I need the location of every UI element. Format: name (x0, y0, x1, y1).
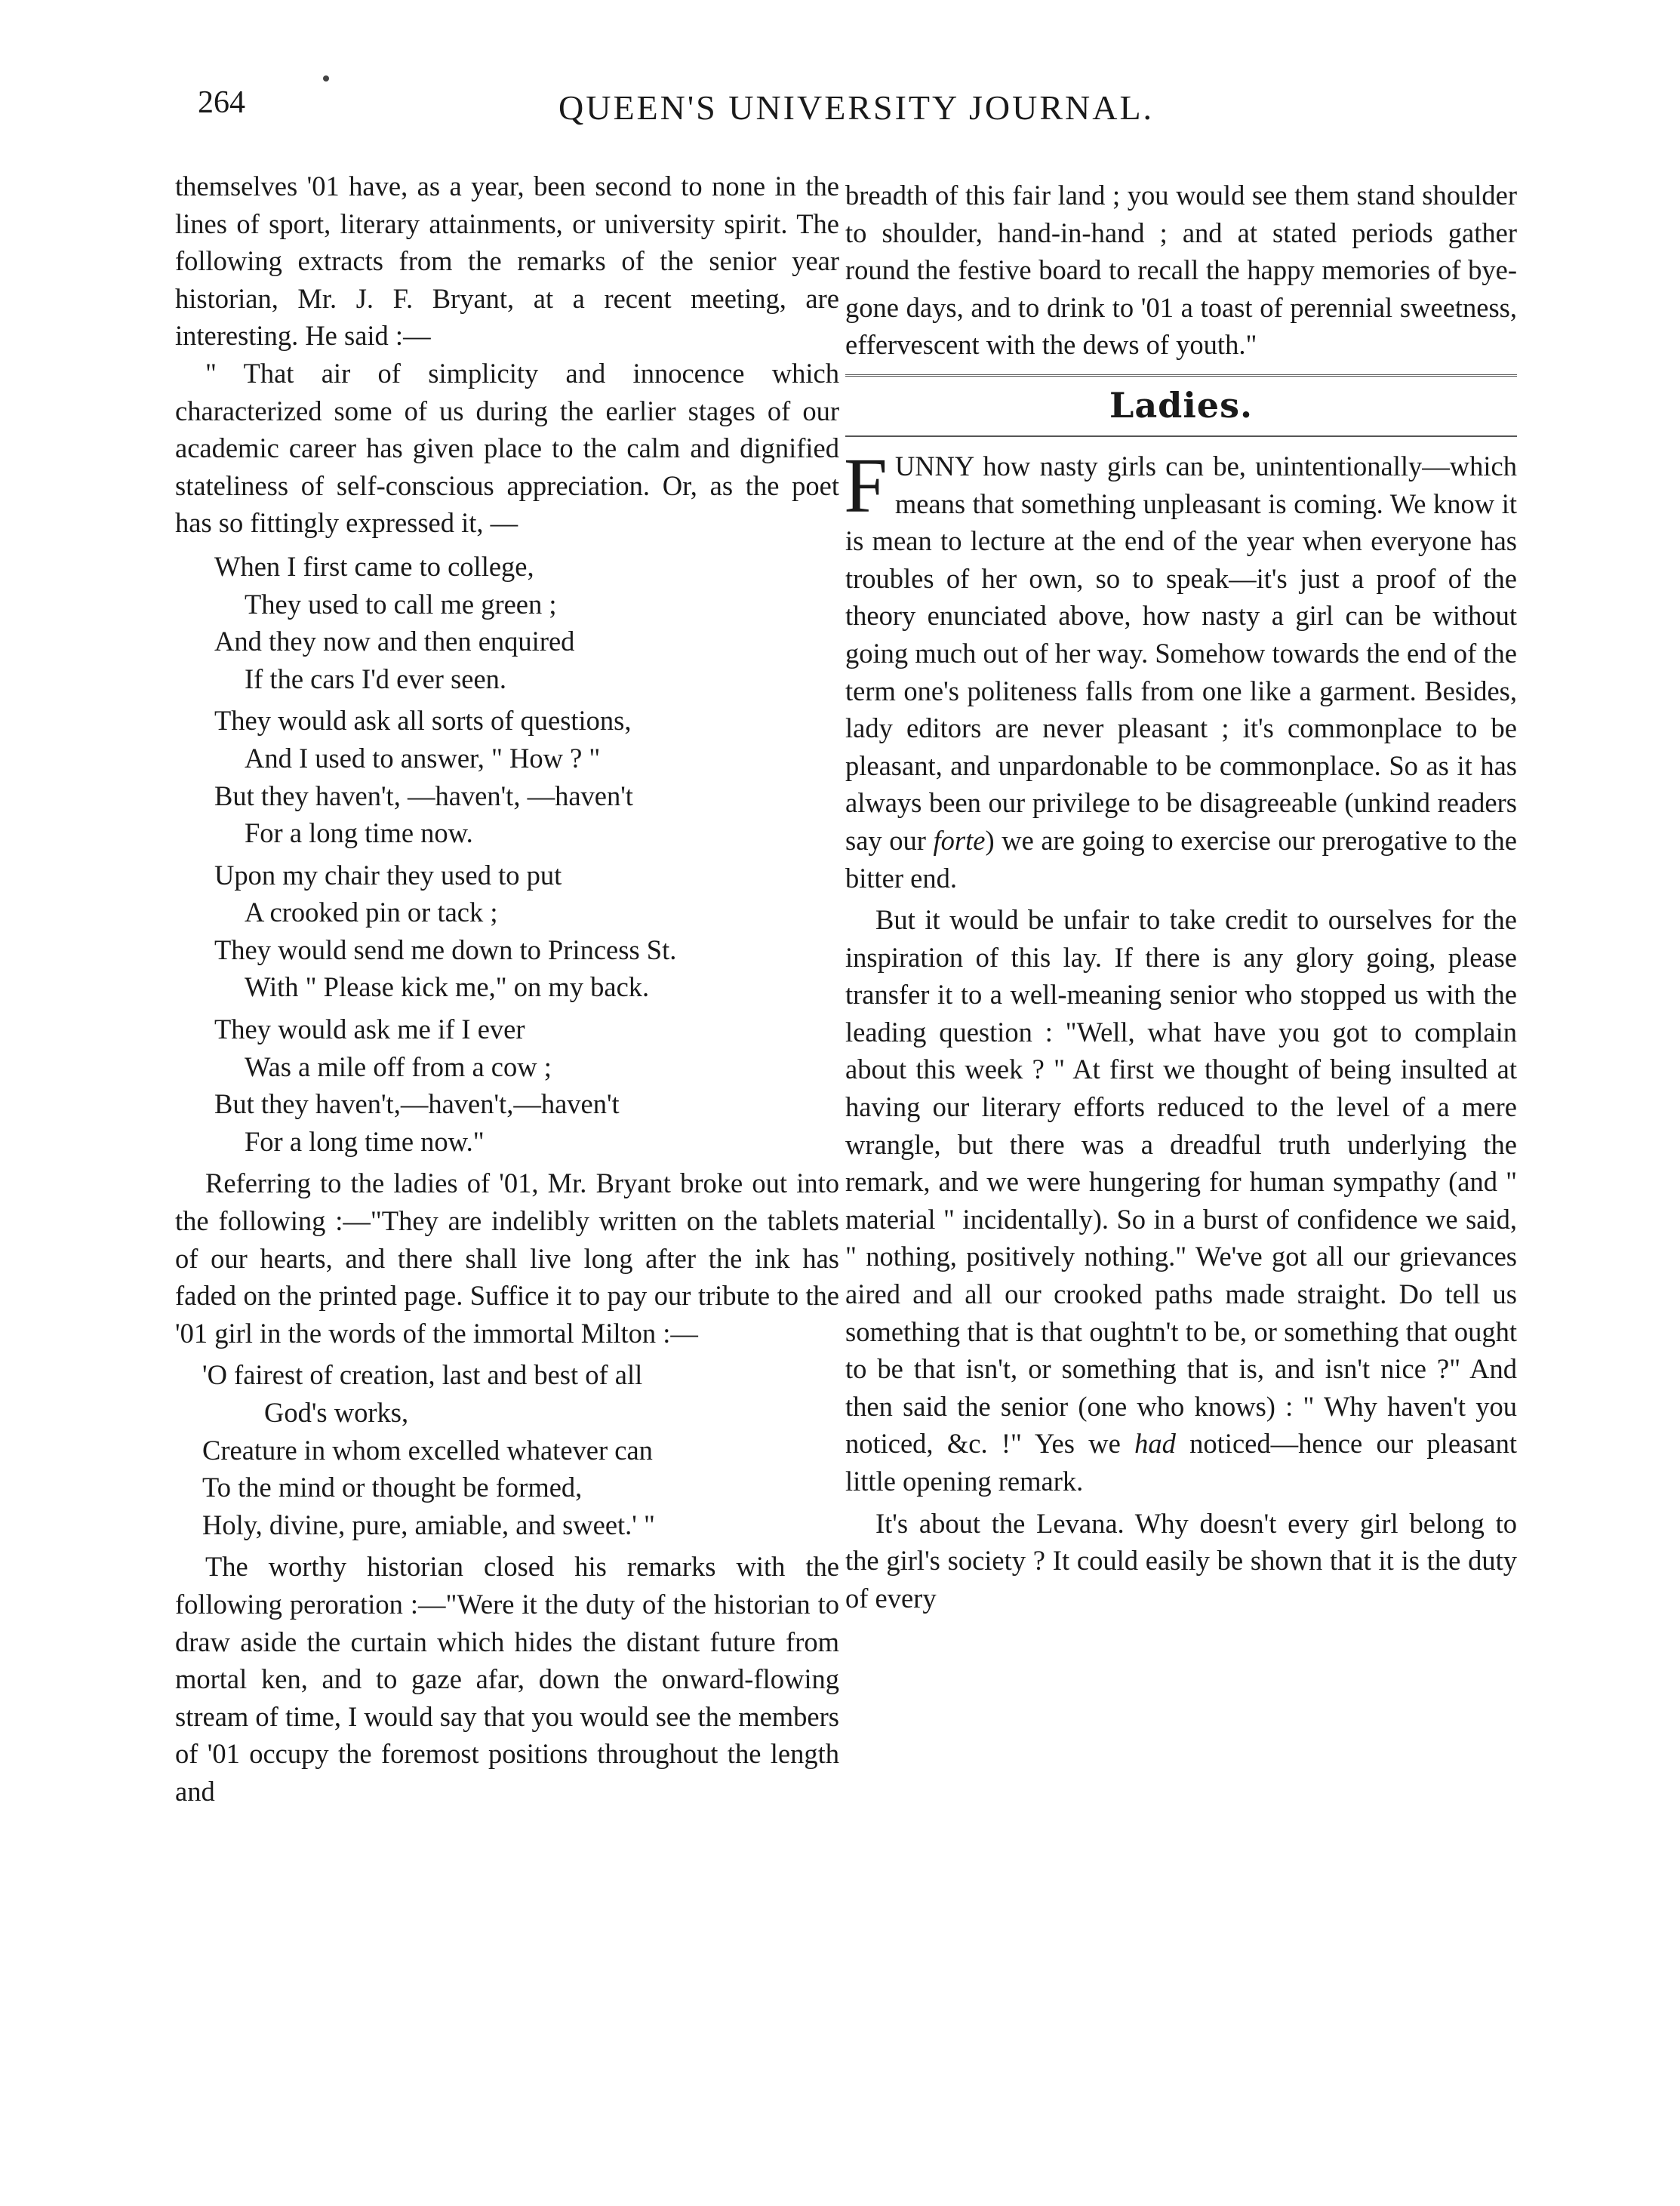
poem-line: They used to call me green ; (245, 588, 557, 620)
poem-line: For a long time now. (245, 817, 473, 849)
poem-line: They would ask all sorts of questions, (214, 705, 632, 737)
poem-line: They would send me down to Princess St. (214, 934, 677, 965)
poem-line: If the cars I'd ever seen. (245, 663, 507, 694)
poem-line: A crooked pin or tack ; (245, 897, 498, 928)
section-heading: Ladies. (1109, 384, 1253, 426)
text-run: UNNY how nasty girls can be, unintentionally—which means that something unpleasant is coming. We know it is mean to lecture at the end of the year when everyone has troubles of her own, so to speak—it's just a proof of the theory enunciated above, how nasty a girl can be without going much out of her way. Somehow towards the end of the term one's politeness falls from one like a garment. Besides, lady editors are never pleasant ; it's commonplace to be pleasant, and unpardonable to be commonplace. So as it has always been our privilege to be disagreeable (unkind readers say our (845, 450, 1517, 856)
poem-line: For a long time now." (245, 1125, 485, 1157)
drop-cap: F (844, 442, 888, 529)
poem-line: They would ask me if I ever (214, 1014, 525, 1045)
paragraph: breadth of this fair land ; you would see them stand shoulder to shoulder, hand-in-hand ; and at stated periods gather round the festive board to recall the happy memories of bye-gone days, and to drink to '01 a toast of perennial sweetness, effervescent with the dews of youth." (845, 180, 1517, 361)
stanza (214, 857, 839, 1006)
page-number: 264 (198, 85, 245, 120)
paragraph: " That air of simplicity and innocence which characterized some of us during the earlier stages of our academic career has given place to the calm and dignified stateliness of self-conscious appreciation. Or, as the poet has so fittingly expressed it, — (175, 357, 839, 539)
text-run: noticed—hence our pleasant little opening remark. (845, 1428, 1518, 1497)
text-run: But it would be unfair to take credit to ourselves for the inspiration of this lay. If there is any glory going, please transfer it to a well-meaning senior who stopped us with the leading question : "Well, what have you got to complain about this week ? " At first we thought of being insulted at having our literary efforts reduced to the level of a mere wrangle, but there was a dreadful truth underlying the remark, and we were hungering for human sympathy (and " material " incidentally). So in a burst of confidence we said, " nothing, positively nothing." We've got all our grievances aired and all our crooked paths made straight. Do tell us something that is that oughtn't to be, or something that ought to be that isn't, or something that is, and isn't nice ?" And then said the senior (one who knows) : " Why haven't you noticed, &c. !" Yes we (845, 904, 1517, 1460)
paragraph: Referring to the ladies of '01, Mr. Bryant broke out into the following :—"They are indelibly written on the tablets of our hearts, and there shall live long after the ink has faded on the printed page. Suffice it to pay our tribute to the '01 girl in the words of the immortal Milton :— (175, 1168, 839, 1349)
paragraph (845, 901, 1517, 1500)
quote-line: God's works, (264, 1397, 409, 1428)
stanza (214, 548, 839, 697)
journal-title: QUEEN'S UNIVERSITY JOURNAL. (558, 88, 1155, 127)
ink-speck (323, 75, 329, 82)
paragraph: The worthy historian closed his remarks with the following peroration :—"Were it the duty of the historian to draw aside the curtain which hides the distant future from mortal ken, and to gaze afar, down the onward-flowing stream of time, I would say that you would see the members of '01 occupy the foremost positions throughout the length and (175, 1551, 839, 1807)
ladies-opening (844, 442, 1518, 897)
poem-line: When I first came to college, (214, 550, 534, 582)
paragraph: It's about the Levana. Why doesn't every girl belong to the girl's society ? It could easily be shown that it is the duty of every (845, 1507, 1517, 1614)
poem-line: With " Please kick me," on my back. (245, 971, 650, 1003)
poem-line: Upon my chair they used to put (214, 859, 562, 891)
section-divider (845, 374, 1517, 377)
quote-line: Holy, divine, pure, amiable, and sweet.' " (202, 1509, 655, 1540)
poem-line: But they haven't, —haven't, —haven't (214, 780, 633, 811)
poem-line: Was a mile off from a cow ; (245, 1051, 552, 1082)
italic-word: forte (933, 824, 986, 856)
text-run: ) we are going to exercise our prerogative to the bitter end. (845, 824, 1518, 894)
quote-line: 'O fairest of creation, last and best of all (202, 1359, 643, 1391)
stanza (214, 702, 839, 851)
poem-line: And they now and then enquired (214, 626, 575, 657)
italic-word: had (1134, 1428, 1176, 1460)
poem (214, 548, 839, 1161)
paragraph (844, 442, 1518, 897)
section-divider (845, 435, 1517, 437)
left-column (175, 168, 839, 1811)
quote-line: To the mind or thought be formed, (202, 1472, 583, 1503)
milton-quote (202, 1356, 839, 1543)
poem-line: And I used to answer, " How ? " (245, 742, 601, 774)
poem-line: But they haven't,—haven't,—haven't (214, 1088, 620, 1120)
paragraph: themselves '01 have, as a year, been second to none in the lines of sport, literary attainments, or university spirit. The following extracts from the remarks of the senior year historian, Mr. J. F. Bryant, at a recent meeting, are interesting. He said :— (175, 171, 839, 352)
right-column (845, 177, 1517, 1617)
stanza (214, 1011, 839, 1160)
quote-line: Creature in whom excelled whatever can (202, 1434, 653, 1466)
